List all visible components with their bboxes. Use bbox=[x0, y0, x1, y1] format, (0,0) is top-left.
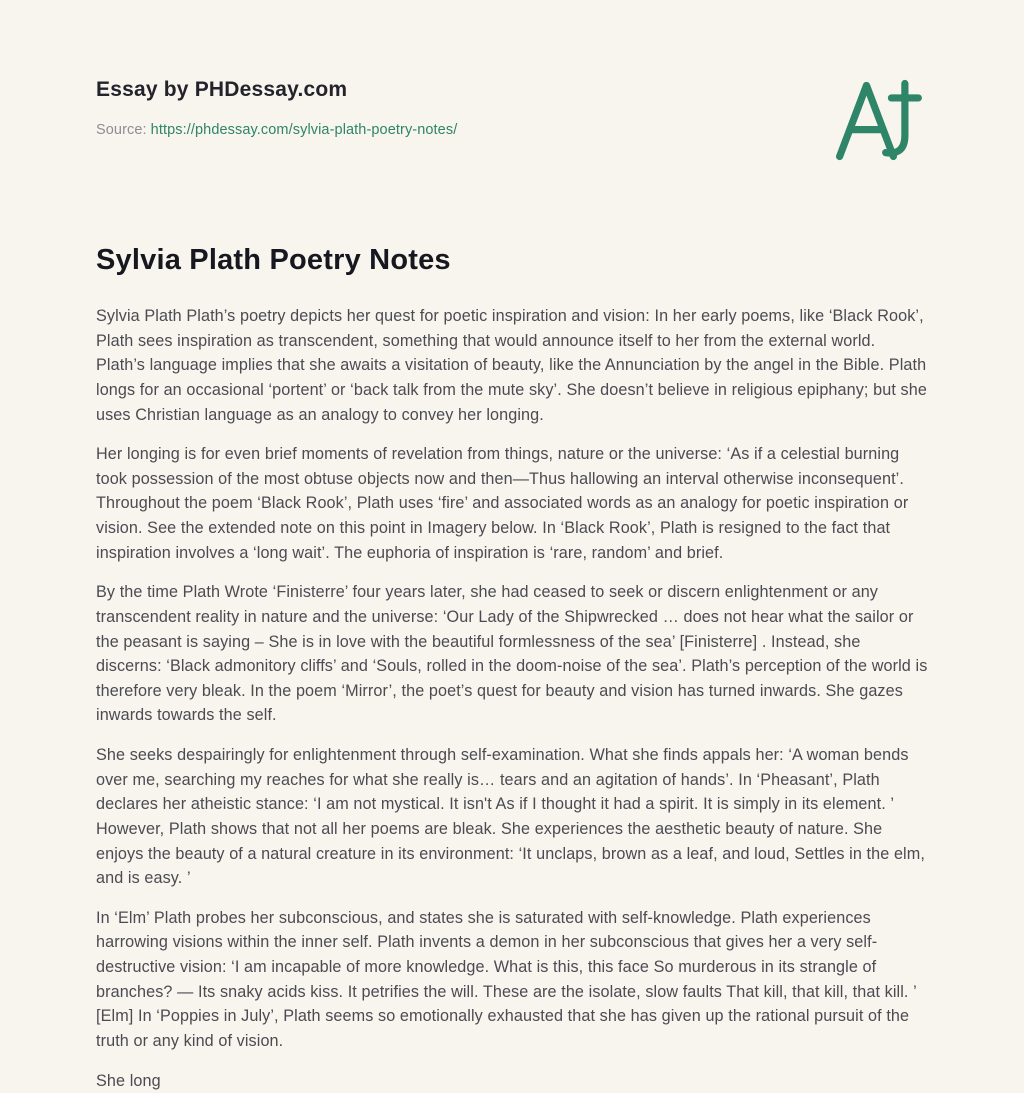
essay-paragraph: Sylvia Plath Plath’s poetry depicts her quest for poetic inspiration and vision: In her early poems, like ‘Black Rook’, Plath sees inspiration as transcendent, something that would announce itself to her from the external world. Plath’s language implies that she awaits a visitation of beauty, like the Annunciation by the angel in the Bible. Plath longs for an occasional ‘portent’ or ‘back talk from the mute sky’. She doesn’t believe in religious epiphany; but she uses Christian language as an analogy to convey her longing. bbox=[96, 304, 928, 427]
essay-paragraph: She long bbox=[96, 1069, 928, 1093]
source-label: Source: bbox=[96, 122, 147, 138]
source-url-link[interactable]: https://phdessay.com/sylvia-plath-poetry-notes/ bbox=[151, 122, 458, 138]
page-title: Sylvia Plath Poetry Notes bbox=[96, 244, 928, 277]
essay-paragraph: She seeks despairingly for enlightenment through self-examination. What she finds appals her: ‘A woman bends over me, searching my reaches for what she really is… tears and an agitation of hands’. In ‘Pheasant’, Plath declares her atheistic stance: ‘I am not mystical. It isn't As if I thought it had a spirit. It is simply in its element. ’ However, Plath shows that not all her poems are bleak. She experiences the aesthetic beauty of nature. She enjoys the beauty of a natural creature in its environment: ‘It unclaps, brown as a leaf, and loud, Settles in the elm, and is easy. ’ bbox=[96, 743, 928, 891]
essay-paragraph: Her longing is for even brief moments of revelation from things, nature or the universe: ‘As if a celestial burning took possession of the most obtuse objects now and then—Thus hallowing an interval otherwise inconsequent’. Throughout the poem ‘Black Rook’, Plath uses ‘fire’ and associated words as an analogy for poetic inspiration or vision. See the extended note on this point in Imagery below. In ‘Black Rook’, Plath is resigned to the fact that inspiration involves a ‘long wait’. The euphoria of inspiration is ‘rare, random’ and brief. bbox=[96, 442, 928, 565]
essay-by-heading: Essay by PHDessay.com bbox=[96, 78, 457, 102]
header-text-block bbox=[96, 78, 457, 138]
phdessay-logo-icon bbox=[830, 72, 926, 168]
essay-paragraph: In ‘Elm’ Plath probes her subconscious, and states she is saturated with self-knowledge. Plath experiences harrowing visions within the inner self. Plath invents a demon in her subconscious that gives her a very self-destructive vision: ‘I am incapable of more knowledge. What is this, this face So murderous in its strangle of branches? — Its snaky acids kiss. It petrifies the will. These are the isolate, slow faults That kill, that kill, that kill. ’ [Elm] In ‘Poppies in July’, Plath seems so emotionally exhausted that she has given up the rational pursuit of the truth or any kind of vision. bbox=[96, 906, 928, 1054]
page-header bbox=[96, 78, 928, 168]
source-line bbox=[96, 122, 457, 138]
essay-paragraph: By the time Plath Wrote ‘Finisterre’ four years later, she had ceased to seek or discern enlightenment or any transcendent reality in nature and the universe: ‘Our Lady of the Shipwrecked … does not hear what the sailor or the peasant is saying – She is in love with the beautiful formlessness of the sea’ [Finisterre] . Instead, she discerns: ‘Black admonitory cliffs’ and ‘Souls, rolled in the doom-noise of the sea’. Plath’s perception of the world is therefore very bleak. In the poem ‘Mirror’, the poet’s quest for beauty and vision has turned inwards. She gazes inwards towards the self. bbox=[96, 580, 928, 728]
essay-body bbox=[96, 304, 928, 1093]
